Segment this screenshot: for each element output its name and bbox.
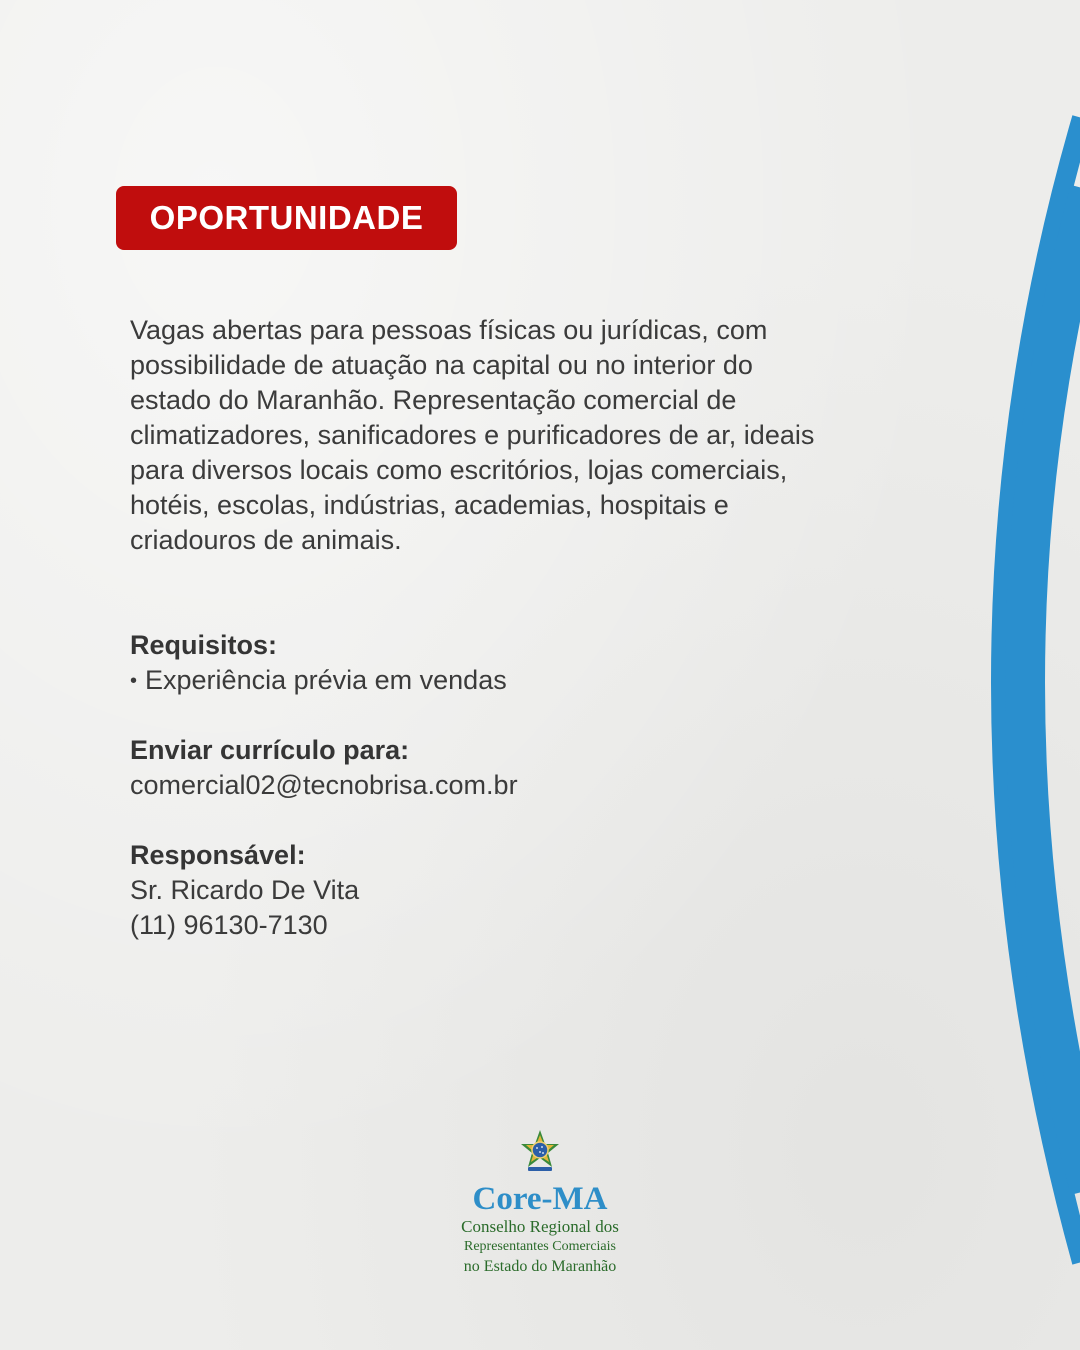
requirement-item (130, 663, 507, 701)
responsible-heading: Responsável: (130, 840, 306, 870)
logo-name: Core-MA (472, 1181, 608, 1217)
responsible-section (130, 838, 359, 943)
opportunity-badge: OPORTUNIDADE (116, 186, 457, 250)
responsible-name: Sr. Ricardo De Vita (130, 875, 360, 905)
core-ma-logo (440, 1128, 640, 1277)
send-cv-section (130, 733, 518, 803)
logo-line-1: Conselho Regional dos (461, 1217, 619, 1236)
contact-email[interactable]: comercial02@tecnobrisa.com.br (130, 770, 518, 800)
bullet-icon: • (130, 670, 138, 692)
logo-line-3: no Estado do Maranhão (463, 1258, 617, 1275)
brazil-coat-of-arms-icon (515, 1128, 565, 1174)
requirements-section (130, 628, 507, 701)
requirements-heading: Requisitos: (130, 630, 278, 660)
send-cv-heading: Enviar currículo para: (130, 735, 410, 765)
job-description: Vagas abertas para pessoas físicas ou jurídicas, com possibilidade de atuação na capital ou no interior do estado do Maranhão. Representação comercial de climatizadores, sanificadores e purificadores de ar, ideais para diversos locais como escritórios, lojas comerciais, hotéis, escolas, indústrias, academias, hospitais e criadouros de animais. (130, 315, 815, 555)
responsible-phone[interactable]: (11) 96130-7130 (130, 910, 328, 940)
logo-line-2: Representantes Comerciais (463, 1239, 616, 1254)
requirement-text: Experiência prévia em vendas (145, 665, 507, 695)
